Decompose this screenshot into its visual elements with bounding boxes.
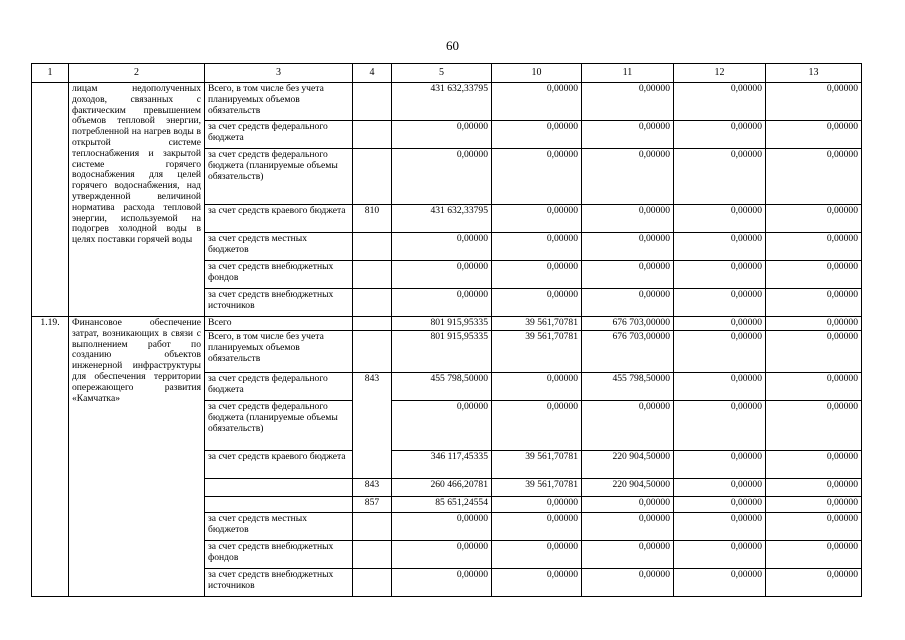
table-row: [32, 317, 862, 331]
amount-c10: 0,00000: [492, 373, 582, 401]
column-header: 11: [582, 64, 674, 83]
amount-c13: 0,00000: [766, 331, 862, 373]
budget-code: [353, 541, 392, 569]
amount-c12: 0,00000: [674, 233, 766, 261]
amount-c5: 431 632,33795: [392, 83, 492, 121]
item-description: лицам недополученных доходов, связанных с фактическим превышением объемов тепловой энергии, потребленной на нагрев воды в открытой системе теплоснабжения и закрытой системе горячего водоснабжения для целей горячего водоснабжения, над утвержденной величиной норматива расхода тепловой энергии, используемой на подогрев холодной воды в целях поставки горячей воды: [69, 83, 205, 317]
funding-source: за счет средств краевого бюджета: [205, 205, 353, 233]
budget-code: [353, 317, 392, 331]
amount-c13: 0,00000: [766, 289, 862, 317]
amount-c12: 0,00000: [674, 205, 766, 233]
amount-c11: 0,00000: [582, 83, 674, 121]
budget-code: [353, 233, 392, 261]
amount-c10: 0,00000: [492, 83, 582, 121]
amount-c10: 0,00000: [492, 289, 582, 317]
amount-c12: 0,00000: [674, 373, 766, 401]
amount-c10: 0,00000: [492, 513, 582, 541]
item-description: Финансовое обеспечение затрат, возникающих в связи с выполнением работ по созданию объектов инженерной инфраструктуры для обеспечения территории опережающего развития «Камчатка»: [69, 317, 205, 597]
funding-source: за счет средств федерального бюджета (планируемые объемы обязательств): [205, 401, 353, 451]
budget-code: [353, 83, 392, 121]
funding-source: за счет средств внебюджетных фондов: [205, 261, 353, 289]
amount-c10: 0,00000: [492, 233, 582, 261]
amount-c11: 0,00000: [582, 149, 674, 205]
funding-source: за счет средств федерального бюджета: [205, 373, 353, 401]
budget-code: [353, 569, 392, 597]
amount-c5: 0,00000: [392, 541, 492, 569]
amount-c5: 0,00000: [392, 149, 492, 205]
amount-c13: 0,00000: [766, 121, 862, 149]
amount-c10: 0,00000: [492, 541, 582, 569]
header-row: [32, 64, 862, 83]
amount-c5: 0,00000: [392, 513, 492, 541]
amount-c12: 0,00000: [674, 121, 766, 149]
item-index: [32, 83, 69, 317]
amount-c10: 0,00000: [492, 205, 582, 233]
funding-source: за счет средств краевого бюджета: [205, 451, 353, 479]
amount-c13: 0,00000: [766, 451, 862, 479]
amount-c10: 39 561,70781: [492, 479, 582, 497]
amount-c5: 431 632,33795: [392, 205, 492, 233]
amount-c13: 0,00000: [766, 83, 862, 121]
item-index: 1.19.: [32, 317, 69, 597]
amount-c12: 0,00000: [674, 569, 766, 597]
column-header: 4: [353, 64, 392, 83]
amount-c13: 0,00000: [766, 479, 862, 497]
funding-source: Всего, в том числе без учета планируемых объемов обязательств: [205, 83, 353, 121]
amount-c12: 0,00000: [674, 451, 766, 479]
amount-c13: 0,00000: [766, 233, 862, 261]
table-row: [32, 83, 862, 121]
amount-c5: 85 651,24554: [392, 497, 492, 513]
amount-c12: 0,00000: [674, 541, 766, 569]
table-body: [32, 64, 862, 597]
budget-code: [353, 149, 392, 205]
amount-c13: 0,00000: [766, 513, 862, 541]
amount-c12: 0,00000: [674, 261, 766, 289]
amount-c12: 0,00000: [674, 497, 766, 513]
amount-c13: 0,00000: [766, 149, 862, 205]
budget-table: [31, 63, 862, 597]
amount-c13: 0,00000: [766, 373, 862, 401]
amount-c12: 0,00000: [674, 331, 766, 373]
amount-c11: 220 904,50000: [582, 451, 674, 479]
page-number: 60: [446, 38, 459, 53]
amount-c5: 0,00000: [392, 569, 492, 597]
amount-c11: 0,00000: [582, 541, 674, 569]
amount-c11: 0,00000: [582, 569, 674, 597]
amount-c5: 801 915,95335: [392, 331, 492, 373]
amount-c13: 0,00000: [766, 317, 862, 331]
amount-c12: 0,00000: [674, 479, 766, 497]
amount-c10: 0,00000: [492, 401, 582, 451]
column-header: 3: [205, 64, 353, 83]
amount-c10: 0,00000: [492, 121, 582, 149]
column-header: 12: [674, 64, 766, 83]
budget-code: [353, 121, 392, 149]
amount-c13: 0,00000: [766, 261, 862, 289]
amount-c13: 0,00000: [766, 569, 862, 597]
amount-c11: 676 703,00000: [582, 317, 674, 331]
amount-c5: 0,00000: [392, 289, 492, 317]
budget-code: 857: [353, 497, 392, 513]
amount-c11: 220 904,50000: [582, 479, 674, 497]
amount-c10: 0,00000: [492, 569, 582, 597]
amount-c13: 0,00000: [766, 541, 862, 569]
funding-source: за счет средств местных бюджетов: [205, 513, 353, 541]
funding-source: [205, 479, 353, 497]
amount-c11: 0,00000: [582, 121, 674, 149]
funding-source: за счет средств внебюджетных источников: [205, 289, 353, 317]
amount-c11: 0,00000: [582, 261, 674, 289]
amount-c5: 0,00000: [392, 261, 492, 289]
funding-source: за счет средств федерального бюджета (планируемые объемы обязательств): [205, 149, 353, 205]
amount-c5: 346 117,45335: [392, 451, 492, 479]
amount-c11: 0,00000: [582, 233, 674, 261]
amount-c11: 0,00000: [582, 205, 674, 233]
amount-c10: 0,00000: [492, 261, 582, 289]
amount-c13: 0,00000: [766, 401, 862, 451]
amount-c12: 0,00000: [674, 317, 766, 331]
amount-c12: 0,00000: [674, 513, 766, 541]
funding-source: за счет средств федерального бюджета: [205, 121, 353, 149]
amount-c10: 0,00000: [492, 149, 582, 205]
funding-source: Всего: [205, 317, 353, 331]
budget-code: 810: [353, 205, 392, 233]
amount-c5: 260 466,20781: [392, 479, 492, 497]
amount-c12: 0,00000: [674, 149, 766, 205]
amount-c11: 0,00000: [582, 497, 674, 513]
amount-c11: 0,00000: [582, 513, 674, 541]
budget-code: [353, 261, 392, 289]
amount-c10: 39 561,70781: [492, 317, 582, 331]
budget-code: 843: [353, 479, 392, 497]
amount-c10: 0,00000: [492, 497, 582, 513]
column-header: 1: [32, 64, 69, 83]
funding-source: за счет средств внебюджетных источников: [205, 569, 353, 597]
column-header: 10: [492, 64, 582, 83]
amount-c5: 0,00000: [392, 233, 492, 261]
funding-source: [205, 497, 353, 513]
budget-code: 843: [353, 373, 392, 479]
amount-c10: 39 561,70781: [492, 451, 582, 479]
column-header: 13: [766, 64, 862, 83]
amount-c5: 0,00000: [392, 121, 492, 149]
amount-c5: 801 915,95335: [392, 317, 492, 331]
budget-code: [353, 513, 392, 541]
amount-c5: 0,00000: [392, 401, 492, 451]
budget-code: [353, 331, 392, 373]
amount-c13: 0,00000: [766, 497, 862, 513]
amount-c12: 0,00000: [674, 83, 766, 121]
amount-c13: 0,00000: [766, 205, 862, 233]
funding-source: Всего, в том числе без учета планируемых объемов обязательств: [205, 331, 353, 373]
amount-c10: 39 561,70781: [492, 331, 582, 373]
amount-c11: 0,00000: [582, 289, 674, 317]
amount-c12: 0,00000: [674, 401, 766, 451]
funding-source: за счет средств внебюджетных фондов: [205, 541, 353, 569]
amount-c11: 676 703,00000: [582, 331, 674, 373]
amount-c11: 455 798,50000: [582, 373, 674, 401]
column-header: 2: [69, 64, 205, 83]
funding-source: за счет средств местных бюджетов: [205, 233, 353, 261]
budget-code: [353, 289, 392, 317]
amount-c5: 455 798,50000: [392, 373, 492, 401]
amount-c11: 0,00000: [582, 401, 674, 451]
column-header: 5: [392, 64, 492, 83]
amount-c12: 0,00000: [674, 289, 766, 317]
